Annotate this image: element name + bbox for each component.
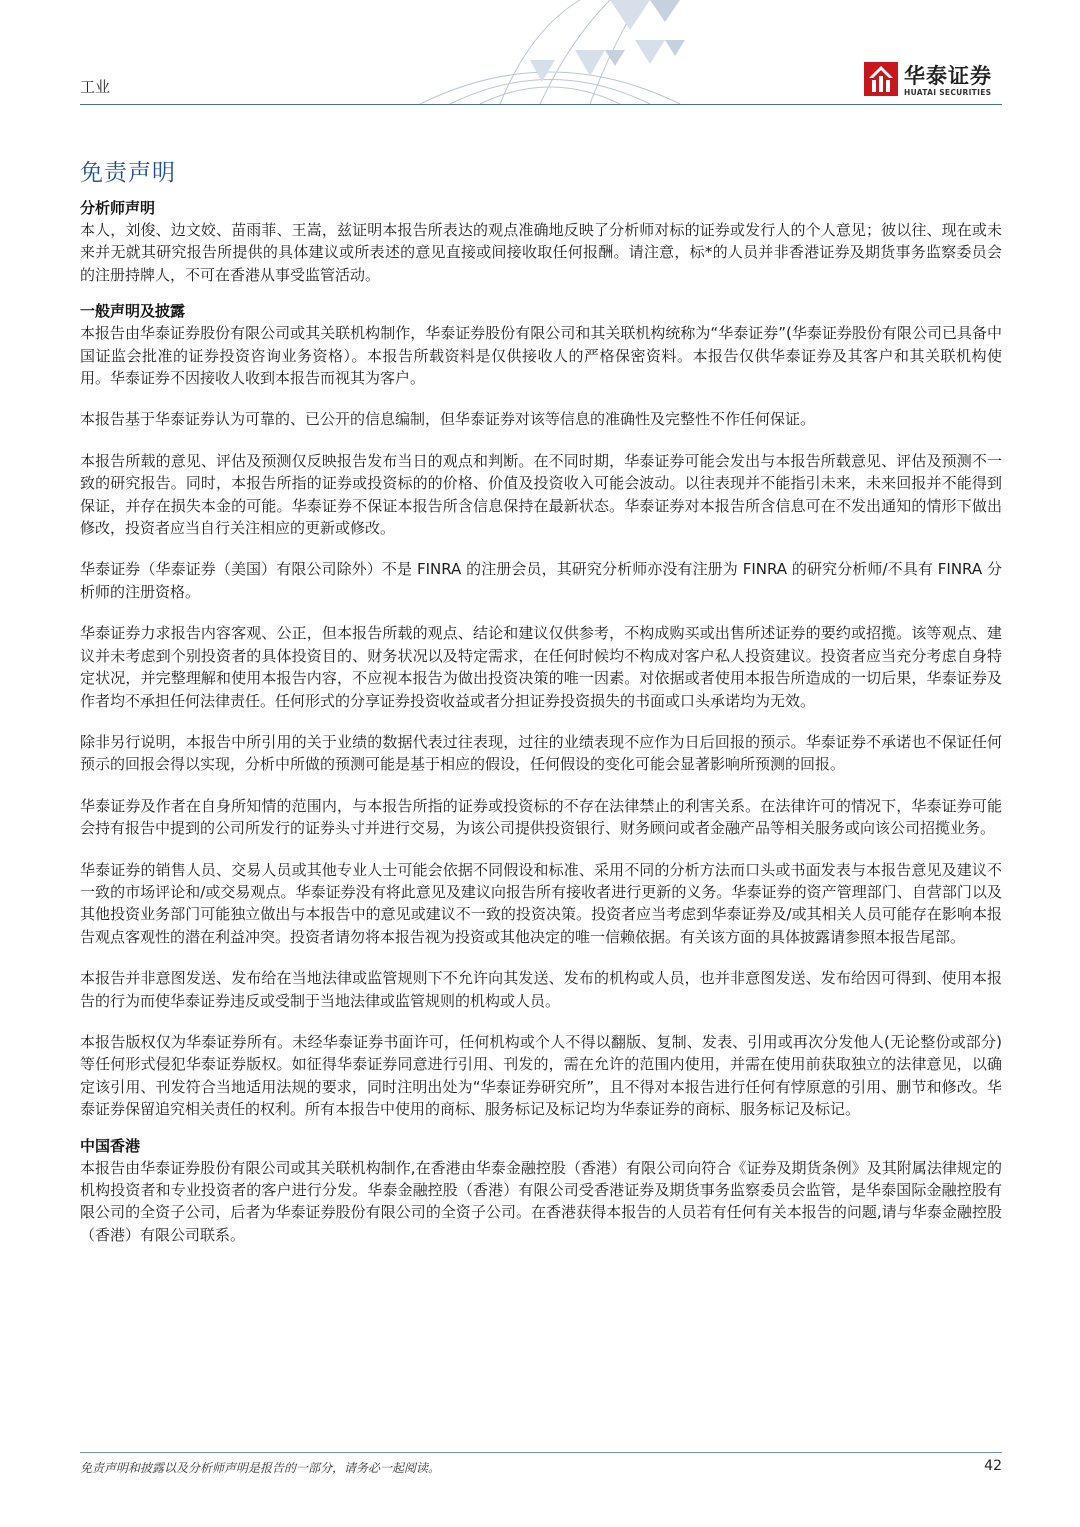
footer-note: 免责声明和披露以及分析师声明是报告的一部分，请务必一起阅读。	[80, 1461, 441, 1475]
paragraph: 华泰证券的销售人员、交易人员或其他专业人士可能会依据不同假设和标准、采用不同的分析方法而口头或书面发表与本报告意见及建议不一致的市场评论和/或交易观点。华泰证券没有将此意见及建议向报告所有接收者进行更新的义务。华泰证券的资产管理部门、自营部门以及其他投资业务部门可能独立做出与本报告中的意见或建议不一致的投资决策。投资者应当考虑到华泰证券及/或其相关人员可能存在影响本报告观点客观性的潜在利益冲突。投资者请勿将本报告视为投资或其他决定的唯一信赖依据。有关该方面的具体披露请参照本报告尾部。	[80, 860, 1002, 946]
section-heading: 中国香港	[80, 1136, 141, 1155]
paragraph: 华泰证券及作者在自身所知情的范围内，与本报告所指的证券或投资标的不存在法律禁止的利害关系。在法律许可的情况下，华泰证券可能会持有报告中提到的公司所发行的证券头寸并进行交易，为该公司提供投资银行、财务顾问或者金融产品等相关服务或向该公司招揽业务。	[80, 796, 1002, 838]
paragraph: 除非另行说明，本报告中所引用的关于业绩的数据代表过往表现，过往的业绩表现不应作为日后回报的预示。华泰证券不承诺也不保证任何预示的回报会得以实现，分析中所做的预测可能是基于相应的假设，任何假设的变化可能会显著影响所预测的回报。	[80, 732, 1002, 774]
paragraph: 本报告版权仅为华泰证券所有。未经华泰证券书面许可，任何机构或个人不得以翻版、复制、发表、引用或再次分发他人(无论整份或部分)等任何形式侵犯华泰证券版权。如征得华泰证券同意进行引用、刊发的，需在允许的范围内使用，并需在使用前获取独立的法律意见，以确定该引用、刊发符合当地适用法规的要求，同时注明出处为“华泰证券研究所”，且不得对本报告进行任何有悖原意的引用、删节和修改。华泰证券保留追究相关责任的权利。所有本报告中使用的商标、服务标记及标记均为华泰证券的商标、服务标记及标记。	[80, 1032, 1002, 1119]
footer-divider	[80, 1452, 1002, 1453]
huatai-logo-icon	[864, 62, 898, 96]
page-title: 免责声明	[80, 160, 176, 186]
paragraph: 本人，刘俊、边文姣、苗雨菲、王嵩，兹证明本报告所表达的观点准确地反映了分析师对标的证券或发行人的个人意见；彼以往、现在或未来并无就其研究报告所提供的具体建议或所表述的意见直接或间接收取任何报酬。请注意，标*的人员并非香港证券及期货事务监察委员会的注册持牌人，不可在香港从事受监管活动。	[80, 221, 1002, 284]
paragraph: 本报告由华泰证券股份有限公司或其关联机构制作，华泰证券股份有限公司和其关联机构统称为“华泰证券”(华泰证券股份有限公司已具备中国证监会批准的证券投资咨询业务资格）。本报告所载资料是仅供接收人的严格保密资料。本报告仅供华泰证券及其客户和其关联机构使用。华泰证券不因接收人收到本报告而视其为客户。	[80, 324, 1002, 388]
paragraph: 华泰证券力求报告内容客观、公正，但本报告所载的观点、结论和建议仅供参考，不构成购买或出售所述证券的要约或招揽。该等观点、建议并未考虑到个别投资者的具体投资目的、财务状况以及特定需求，在任何时候均不构成对客户私人投资建议。投资者应当充分考虑自身特定状况，并完整理解和使用本报告内容，不应视本报告为做出投资决策的唯一因素。对依据或者使用本报告所造成的一切后果，华泰证券及作者均不承担任何法律责任。任何形式的分享证券投资收益或者分担证券投资损失的书面或口头承诺均为无效。	[80, 624, 1002, 710]
paragraph: 华泰证券（华泰证券（美国）有限公司除外）不是 FINRA 的注册会员，其研究分析师亦没有注册为 FINRA 的研究分析师/不具有 FINRA 分析师的注册资格。	[80, 560, 1002, 601]
company-logo	[864, 60, 1004, 100]
section-heading: 分析师声明	[80, 199, 156, 217]
sector-label: 工业	[80, 78, 111, 96]
logo-text-en: HUATAI SECURITIES	[904, 88, 992, 97]
paragraph: 本报告基于华泰证券认为可靠的、已公开的信息编制，但华泰证券对该等信息的准确性及完整性不作任何保证。	[80, 410, 816, 429]
disclaimer-body	[80, 197, 1002, 1260]
disclaimer-section	[80, 197, 1002, 286]
page-number: 42	[984, 1458, 1002, 1474]
header-divider	[80, 104, 1002, 105]
paragraph: 本报告所载的意见、评估及预测仅反映报告发布当日的观点和判断。在不同时期，华泰证券可能会发出与本报告所载意见、评估及预测不一致的研究报告。同时，本报告所指的证券或投资标的的价格、价值及投资收入可能会波动。以往表现并不能指引未来，未来回报并不能得到保证，并存在损失本金的可能。华泰证券不保证本报告所含信息保持在最新状态。华泰证券对本报告所含信息可在不发出通知的情形下做出修改，投资者应当自行关注相应的更新或修改。	[80, 451, 1002, 538]
logo-text-cn: 华泰证券	[904, 64, 992, 88]
globe-graphic-icon	[380, 0, 720, 104]
disclaimer-section	[80, 1135, 1002, 1247]
section-heading: 一般声明及披露	[80, 302, 186, 321]
paragraph: 本报告由华泰证券股份有限公司或其关联机构制作,在香港由华泰金融控股（香港）有限公司向符合《证券及期货条例》及其附属法律规定的机构投资者和专业投资者的客户进行分发。华泰金融控股（香港）有限公司受香港证券及期货事务监察委员会监管，是华泰国际金融控股有限公司的全资子公司，后者为华泰证券股份有限公司的全资子公司。在香港获得本报告的人员若有任何有关本报告的问题,请与华泰金融控股（香港）有限公司联系。	[80, 1158, 1002, 1244]
disclaimer-section	[80, 300, 1002, 1120]
page-header	[0, 0, 1080, 110]
paragraph: 本报告并非意图发送、发布给在当地法律或监管规则下不允许向其发送、发布的机构或人员，也并非意图发送、发布给因可得到、使用本报告的行为而使华泰证券违反或受制于当地法律或监管规则的机构或人员。	[80, 969, 1002, 1010]
